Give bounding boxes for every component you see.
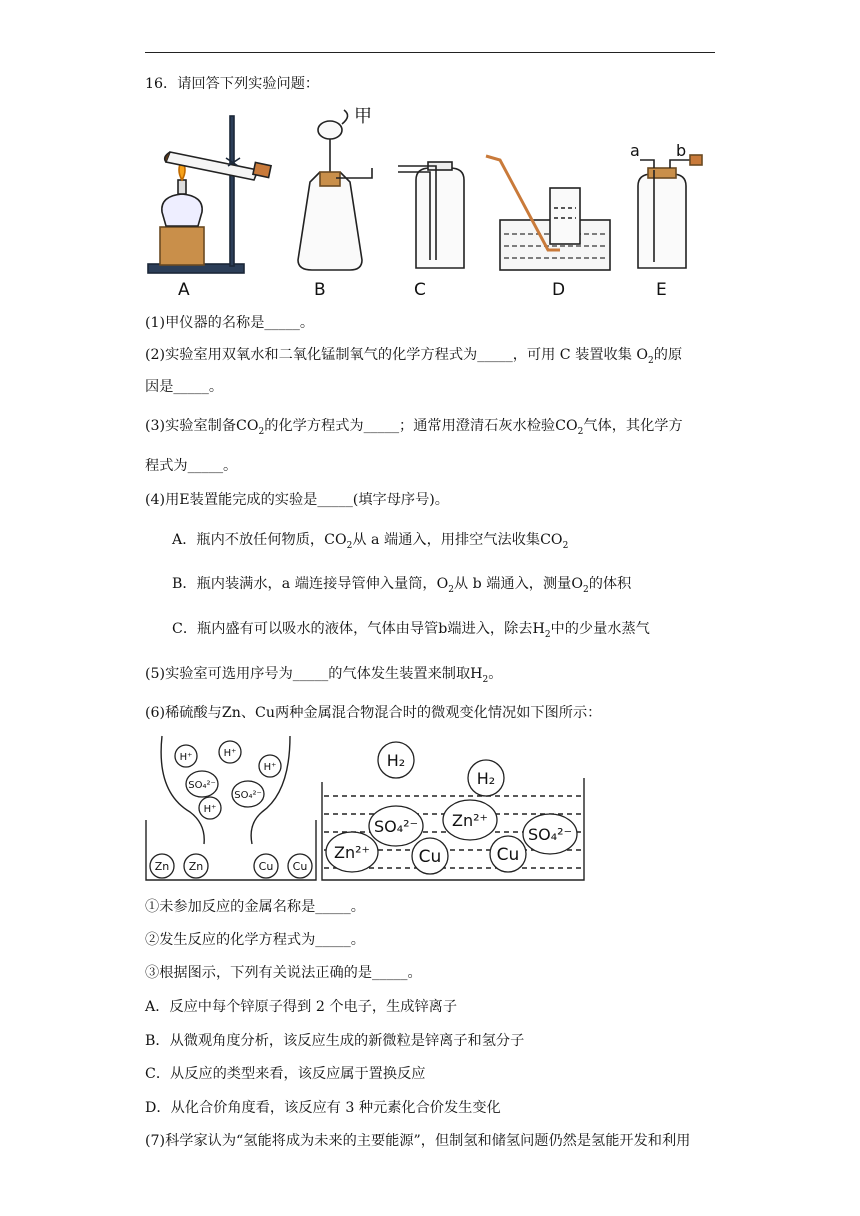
q1: (1)甲仪器的名称是_____。: [145, 315, 315, 331]
svg-text:H⁺: H⁺: [203, 804, 217, 815]
label-B: B: [314, 280, 326, 300]
top-rule: [145, 52, 715, 53]
label-D: D: [552, 280, 566, 300]
q6-option-a: A．反应中每个锌原子得到 2 个电子，生成锌离子: [145, 999, 458, 1015]
svg-text:H⁺: H⁺: [179, 752, 193, 763]
q5: (5)实验室可选用序号为_____的气体发生装置来制取$H_2$。: [145, 666, 503, 685]
q3-line2: 程式为_____。: [145, 458, 238, 474]
q4: (4)用E装置能完成的实验是_____(填字母序号)。: [145, 492, 449, 508]
svg-text:Cu: Cu: [418, 847, 442, 867]
q7: (7)科学家认为“氢能将成为未来的主要能源”，但制氢和储氢问题仍然是氢能开发和利用: [145, 1133, 691, 1149]
label-E: E: [656, 280, 667, 300]
q4-option-c: C．瓶内盛有可以吸水的液体，气体由导管b端进入，除去$H_2$中的少量水蒸气: [172, 621, 650, 640]
svg-text:Zn: Zn: [188, 860, 204, 873]
q6-option-b: B．从微观角度分析，该反应生成的新微粒是锌离子和氢分子: [145, 1033, 525, 1049]
apparatus-figure: [140, 100, 720, 300]
svg-text:SO₄²⁻: SO₄²⁻: [234, 790, 262, 801]
svg-text:Cu: Cu: [292, 860, 308, 873]
q6: (6)稀硫酸与Zn、Cu两种金属混合物混合时的微观变化情况如下图所示：: [145, 705, 602, 721]
q6-option-c: C．从反应的类型来看，该反应属于置换反应: [145, 1066, 426, 1082]
svg-text:Zn²⁺: Zn²⁺: [334, 843, 370, 862]
svg-text:SO₄²⁻: SO₄²⁻: [527, 825, 573, 844]
svg-text:H₂: H₂: [386, 751, 406, 770]
label-b: b: [676, 141, 687, 160]
svg-text:Zn²⁺: Zn²⁺: [452, 811, 488, 830]
q3-line1: (3)实验室制备$CO_2$的化学方程式为_____；通常用澄清石灰水检验$CO_2$气体，其化学方: [145, 418, 683, 437]
micro-figure: [140, 732, 590, 887]
q6-1: ①未参加反应的金属名称是_____。: [145, 899, 365, 915]
label-a: a: [630, 141, 640, 160]
svg-text:H₂: H₂: [476, 769, 496, 788]
svg-text:H⁺: H⁺: [223, 748, 237, 759]
q2-line1: (2)实验室用双氧水和二氧化锰制氧气的化学方程式为_____，可用 C 装置收集 $O_2$的原: [145, 347, 683, 366]
q4-option-a: A．瓶内不放任何物质，$CO_2$从 a 端通入，用排空气法收集$CO_2$: [172, 532, 569, 551]
q4-option-b: B．瓶内装满水，a 端连接导管伸入量筒，$O_2$从 b 端通入，测量$O_2$的体积: [172, 576, 632, 595]
q6-3: ③根据图示，下列有关说法正确的是_____。: [145, 965, 422, 981]
svg-text:Cu: Cu: [258, 860, 274, 873]
q6-option-d: D．从化合价角度看，该反应有 3 种元素化合价发生变化: [145, 1100, 501, 1116]
svg-text:SO₄²⁻: SO₄²⁻: [373, 817, 419, 836]
svg-text:SO₄²⁻: SO₄²⁻: [188, 780, 216, 791]
q2-line2: 因是_____。: [145, 379, 224, 395]
label-C: C: [414, 280, 426, 300]
svg-text:Cu: Cu: [496, 845, 520, 865]
label-A: A: [178, 280, 190, 300]
q6-2: ②发生反应的化学方程式为_____。: [145, 932, 365, 948]
question-stem: 16．请回答下列实验问题：: [145, 76, 320, 92]
svg-text:H⁺: H⁺: [263, 762, 277, 773]
label-jia: 甲: [354, 106, 372, 127]
svg-text:Zn: Zn: [154, 860, 170, 873]
